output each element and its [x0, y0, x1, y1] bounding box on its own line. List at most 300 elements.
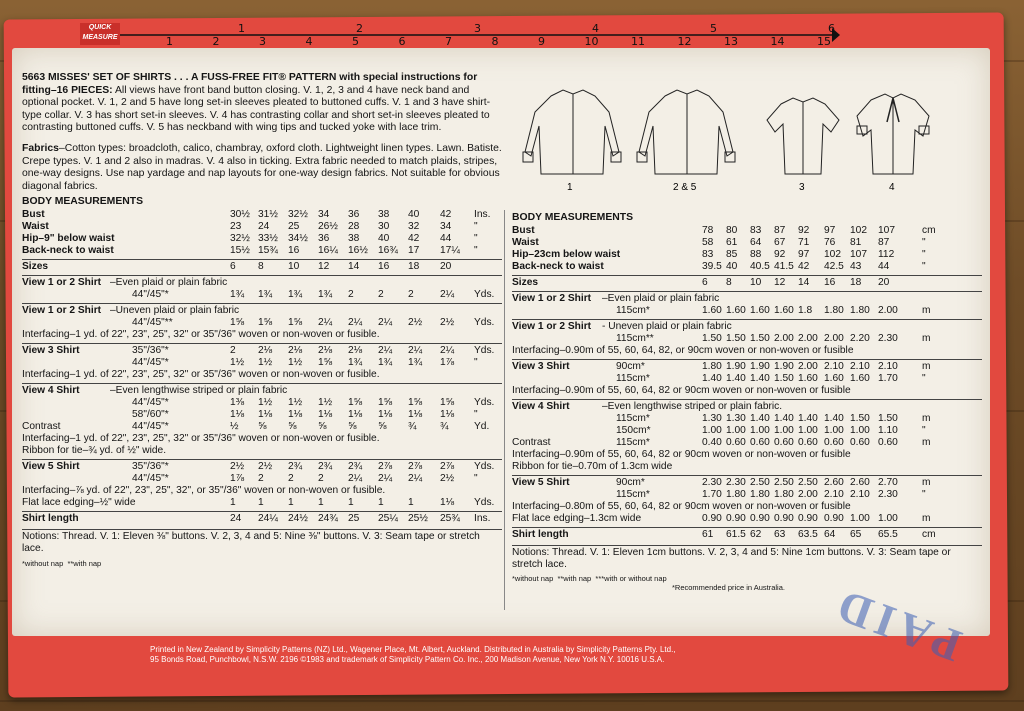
value-cell: 1⅞	[230, 472, 245, 484]
table-divider	[22, 511, 502, 512]
ruler-cm-tick: 15	[817, 35, 831, 48]
value-cell: 1.80	[774, 488, 794, 500]
unit-cell: m	[922, 436, 931, 448]
fabric-width: 90cm*	[616, 476, 645, 488]
value-cell: 0.60	[798, 436, 818, 448]
quick-measure-line2: MEASURE	[82, 34, 118, 41]
value-cell: 1⅝	[230, 316, 245, 328]
value-cell: 1.60	[702, 304, 722, 316]
value-cell: 23	[230, 220, 242, 232]
value-cell: 71	[798, 236, 810, 248]
metric-notions-text: Notions: Thread. V. 1: Eleven 1cm buttons. V. 2, 3, 4 and 5: Nine 1cm buttons. V. 3: Seam tape or stretch lace.	[512, 546, 951, 571]
value-cell: 14	[348, 260, 360, 272]
value-cell: 1⅛	[288, 408, 303, 420]
value-cell: 2⅛	[288, 344, 303, 356]
fabrics-paragraph	[22, 143, 502, 193]
value-cell: 1.60	[798, 372, 818, 384]
value-cell: 1.00	[850, 424, 870, 436]
view-1-2-even-yardage	[22, 289, 502, 301]
unit-cell: Ins.	[474, 512, 491, 524]
pattern-title: 5663 MISSES' SET OF SHIRTS . . . A FUSS-FREE FIT® PATTERN with special instructions for fitting–16 PIECES:	[22, 72, 478, 96]
body-measurement-row	[512, 261, 982, 273]
unit-cell: m	[922, 360, 931, 372]
value-cell: 2.00	[824, 332, 844, 344]
ruler-cm-tick: 12	[677, 35, 692, 48]
unit-cell: "	[922, 260, 926, 272]
value-cell: 64	[824, 528, 836, 540]
ruler-cm-tick: 10	[584, 35, 599, 48]
row-label: View 1 or 2 Shirt	[512, 320, 592, 332]
table-divider	[22, 303, 502, 304]
value-cell: ½	[230, 420, 239, 432]
value-cell: 1⅛	[348, 408, 363, 420]
fabric-width: 115cm*	[616, 488, 650, 500]
value-cell: 2.30	[878, 332, 898, 344]
value-cell: 2⅞	[378, 460, 393, 472]
value-cell: 40.5	[750, 260, 770, 272]
value-cell: 2.70	[878, 476, 898, 488]
value-cell: 1½	[258, 396, 273, 408]
interfacing-row	[512, 501, 982, 513]
value-cell: 78	[702, 224, 714, 236]
fabric-width: 115cm*	[616, 436, 650, 448]
view-4-row-1	[22, 397, 502, 409]
interfacing-row	[22, 329, 502, 341]
body-measurement-row	[22, 233, 502, 245]
view-1-2-even-row	[512, 293, 982, 305]
row-label: Shirt length	[512, 528, 569, 540]
unit-cell: Yds.	[474, 460, 495, 472]
value-cell: 2.10	[824, 360, 844, 372]
contrast-row	[22, 421, 502, 433]
table-divider	[22, 383, 502, 384]
value-cell: 1⅜	[230, 396, 245, 408]
table-divider	[512, 399, 982, 400]
value-cell: 2¾	[348, 460, 363, 472]
fabrics-label: Fabrics	[22, 142, 59, 154]
table-divider	[512, 359, 982, 360]
ruler-inch-tick: 4	[592, 22, 599, 35]
ruler-cm-tick: 6	[398, 35, 406, 48]
value-cell: 107	[878, 224, 895, 236]
value-cell: 2	[258, 472, 264, 484]
unit-cell: cm	[922, 528, 936, 540]
value-cell: 2.50	[750, 476, 770, 488]
fabric-width: 44"/45"*	[132, 472, 169, 484]
row-text: Ribbon for tie–0.70m of 1.3cm wide	[512, 460, 673, 472]
table-divider	[22, 343, 502, 344]
unit-cell: m	[922, 332, 931, 344]
value-cell: 0.90	[726, 512, 746, 524]
value-cell: 30½	[230, 208, 250, 220]
ruler-cm-tick: 1	[166, 35, 173, 48]
value-cell: 24¾	[318, 512, 338, 524]
ribbon-row	[512, 461, 982, 473]
value-cell: 28	[348, 220, 360, 232]
value-cell: 8	[726, 276, 732, 288]
value-cell: 2½	[440, 316, 455, 328]
value-cell: 1.60	[726, 304, 746, 316]
quick-measure-label	[80, 23, 120, 45]
ruler-inch-tick: 3	[474, 22, 481, 35]
quick-measure-ruler	[120, 22, 840, 48]
row-label: Shirt length	[22, 512, 79, 524]
fabric-width: 58"/60"*	[132, 408, 169, 420]
view-3-row-1	[512, 361, 982, 373]
fabric-width: 44"/45"*	[132, 356, 169, 368]
shirt-illustrations	[515, 82, 955, 202]
value-cell: 67	[774, 236, 786, 248]
imperial-column	[22, 72, 502, 568]
value-cell: 15¾	[258, 244, 278, 256]
value-cell: 1⅛	[230, 408, 245, 420]
value-cell: 1.80	[702, 360, 722, 372]
value-cell: 83	[702, 248, 714, 260]
value-cell: 16	[288, 244, 300, 256]
value-cell: 15½	[230, 244, 250, 256]
value-cell: 2⅞	[440, 460, 455, 472]
value-cell: 1¾	[378, 356, 393, 368]
value-cell: 2	[318, 472, 324, 484]
value-cell: 92	[798, 224, 810, 236]
fabric-width: 35"/36"*	[132, 344, 169, 356]
row-label: View 3 Shirt	[512, 360, 570, 372]
unit-cell: cm	[922, 224, 936, 236]
ruler-cm-tick: 8	[491, 35, 499, 48]
shirt-length-row	[22, 513, 502, 527]
value-cell: ⅝	[318, 420, 327, 432]
body-measurement-row	[22, 209, 502, 221]
unit-cell: Ins.	[474, 208, 491, 220]
value-cell: 14	[798, 276, 810, 288]
fabric-width: 115cm**	[616, 332, 654, 344]
fabric-width: 44"/45"*	[132, 420, 169, 432]
ruler-cm-tick: 2	[212, 35, 220, 48]
value-cell: 1	[258, 496, 264, 508]
value-cell: 24	[230, 512, 242, 524]
value-cell: 2¼	[408, 344, 423, 356]
value-cell: 0.90	[702, 512, 722, 524]
value-cell: 2¼	[440, 288, 455, 300]
value-cell: 2.00	[798, 360, 818, 372]
unit-cell: Yd.	[474, 420, 490, 432]
value-cell: 2⅞	[408, 460, 423, 472]
unit-cell: Yds.	[474, 496, 495, 508]
value-cell: 0.90	[824, 512, 844, 524]
value-cell: 2½	[440, 472, 455, 484]
value-cell: 39.5	[702, 260, 722, 272]
body-measurement-row	[22, 245, 502, 257]
value-cell: 58	[702, 236, 714, 248]
value-cell: 1.00	[774, 424, 794, 436]
value-cell: 1.60	[824, 372, 844, 384]
value-cell: 2.00	[798, 488, 818, 500]
row-label: View 1 or 2 Shirt	[512, 292, 592, 304]
row-label: Hip–23cm below waist	[512, 248, 621, 260]
sizes-row	[512, 277, 982, 289]
table-divider	[512, 475, 982, 476]
value-cell: 6	[230, 260, 236, 272]
fabric-width: 115cm*	[616, 412, 650, 424]
value-cell: 2.10	[850, 360, 870, 372]
ruler-cm-tick: 14	[770, 35, 785, 48]
value-cell: 2¾	[288, 460, 303, 472]
interfacing-row	[512, 449, 982, 461]
interfacing-row	[512, 345, 982, 357]
value-cell: 65	[850, 528, 862, 540]
value-cell: 2	[348, 288, 354, 300]
value-cell: 76	[824, 236, 836, 248]
value-cell: 0.60	[774, 436, 794, 448]
value-cell: 1.70	[702, 488, 722, 500]
sizes-row	[22, 261, 502, 273]
view-1-2-uneven-row	[512, 321, 982, 333]
value-cell: 1⅝	[408, 396, 423, 408]
value-cell: 0.90	[798, 512, 818, 524]
value-cell: 81	[850, 236, 862, 248]
row-label: Bust	[22, 208, 45, 220]
value-cell: 38	[348, 232, 360, 244]
value-cell: 20	[440, 260, 452, 272]
value-cell: 65.5	[878, 528, 898, 540]
value-cell: 2.50	[774, 476, 794, 488]
value-cell: 43	[850, 260, 862, 272]
row-label: View 5 Shirt	[22, 460, 80, 472]
value-cell: 2	[378, 288, 384, 300]
value-cell: 1.40	[726, 372, 746, 384]
unit-cell: "	[474, 244, 478, 256]
view-4-row-2	[22, 409, 502, 421]
value-cell: 97	[824, 224, 836, 236]
value-cell: 1.00	[702, 424, 722, 436]
figure-label-1: 1	[567, 182, 573, 193]
value-cell: 8	[258, 260, 264, 272]
recommended-price-note: *Recommended price in Australia.	[672, 582, 785, 592]
value-cell: 1	[318, 496, 324, 508]
value-cell: 44	[878, 260, 890, 272]
value-cell: 87	[774, 224, 786, 236]
ruler-cm-tick: 4	[305, 35, 313, 48]
unit-cell: m	[922, 304, 931, 316]
value-cell: 2.00	[878, 304, 898, 316]
view-3-row-2	[22, 357, 502, 369]
quick-measure-line1: QUICK	[88, 24, 112, 31]
view-3-row-1	[22, 345, 502, 357]
value-cell: 1⅝	[378, 396, 393, 408]
value-cell: 87	[878, 236, 890, 248]
value-cell: 2⅛	[318, 344, 333, 356]
value-cell: 2.30	[726, 476, 746, 488]
value-cell: 62	[750, 528, 762, 540]
ruler-inch-tick: 6	[828, 22, 835, 35]
value-cell: 1	[408, 496, 414, 508]
shirt-view-3-drawing	[767, 98, 839, 174]
footnote-without-nap: *without nap	[22, 558, 64, 568]
value-cell: 42.5	[824, 260, 844, 272]
ruler-cm-tick: 9	[538, 35, 545, 48]
value-cell: 1⅛	[440, 496, 455, 508]
value-cell: 1⅛	[258, 408, 273, 420]
value-cell: 16¾	[378, 244, 398, 256]
view-4-row	[512, 401, 982, 413]
value-cell: ¾	[440, 420, 449, 432]
unit-cell: "	[474, 408, 478, 420]
value-cell: 32	[408, 220, 420, 232]
fabric-width: 35"/36"*	[132, 460, 169, 472]
value-cell: 102	[850, 224, 867, 236]
value-cell: ⅝	[348, 420, 357, 432]
flat-lace-row	[22, 497, 502, 509]
value-cell: 2½	[230, 460, 245, 472]
footnote-with-nap: **with nap	[67, 558, 102, 568]
value-cell: 2.50	[798, 476, 818, 488]
fabric-width: 150cm*	[616, 424, 651, 436]
value-cell: 1⅝	[318, 356, 333, 368]
value-cell: 1.40	[750, 412, 770, 424]
value-cell: 1¾	[318, 288, 333, 300]
value-cell: ¾	[408, 420, 417, 432]
value-cell: 1⅝	[258, 316, 273, 328]
value-cell: 1	[348, 496, 354, 508]
value-cell: 1.40	[750, 372, 770, 384]
value-cell: 10	[288, 260, 300, 272]
value-cell: 1¾	[348, 356, 363, 368]
value-cell: 1.80	[726, 488, 746, 500]
value-cell: 97	[798, 248, 810, 260]
figure-label-2-5: 2 & 5	[673, 182, 697, 193]
view-5-row-1	[22, 461, 502, 473]
value-cell: 112	[878, 248, 895, 260]
column-divider	[504, 210, 505, 610]
value-cell: 1.00	[750, 424, 770, 436]
value-cell: 61.5	[726, 528, 746, 540]
value-cell: 2¼	[318, 316, 333, 328]
fabric-width: 44"/45"*	[132, 396, 169, 408]
value-cell: 1.00	[726, 424, 746, 436]
value-cell: 1.50	[774, 372, 794, 384]
value-cell: 31½	[258, 208, 278, 220]
value-cell: 1⅛	[378, 408, 393, 420]
row-label: Back-neck to waist	[512, 260, 604, 272]
value-cell: 107	[850, 248, 867, 260]
row-text: Interfacing–⅞ yd. of 22", 23", 25", 32", or 35"/36" woven or non-woven or fusible.	[22, 484, 386, 496]
table-divider	[512, 275, 982, 276]
view-1-2-even-row	[22, 277, 502, 289]
interfacing-row	[22, 433, 502, 445]
row-label: Hip–9" below waist	[22, 232, 115, 244]
value-cell: 25¾	[440, 512, 460, 524]
metric-body-measurements-title: BODY MEASUREMENTS	[512, 212, 634, 223]
row-text: Interfacing–1 yd. of 22", 23", 25", 32" or 35"/36" woven or non-woven or fusible.	[22, 368, 380, 380]
value-cell: 2.30	[878, 488, 898, 500]
value-cell: 16	[378, 260, 390, 272]
table-divider	[22, 529, 502, 530]
value-cell: 1½	[258, 356, 273, 368]
notions-text: Notions: Thread. V. 1: Eleven ⅜" buttons. V. 2, 3, 4 and 5: Nine ⅜" buttons. V. 3: Seam tape or stretch lace.	[22, 530, 480, 555]
row-text: Interfacing–0.80m of 55, 60, 64, 82 or 90cm woven or non-woven or fusible	[512, 500, 851, 512]
value-cell: ⅝	[288, 420, 297, 432]
value-cell: 0.90	[750, 512, 770, 524]
row-label: Contrast	[512, 436, 551, 448]
value-cell: 1¾	[258, 288, 273, 300]
unit-cell: m	[922, 412, 931, 424]
view-5-row-2	[512, 489, 982, 501]
fabric-width: 44"/45"*	[132, 288, 169, 300]
value-cell: 61	[702, 528, 714, 540]
value-cell: 2¼	[348, 316, 363, 328]
row-label: View 3 Shirt	[22, 344, 80, 356]
body-measurement-row	[512, 237, 982, 249]
value-cell: 18	[850, 276, 862, 288]
unit-cell: "	[922, 488, 926, 500]
value-cell: 32½	[288, 208, 308, 220]
interfacing-row	[22, 369, 502, 381]
ruler-cm-tick: 5	[352, 35, 359, 48]
row-label: View 4 Shirt	[22, 384, 80, 396]
value-cell: 0.40	[702, 436, 722, 448]
value-cell: 10	[750, 276, 762, 288]
value-cell: 2.30	[702, 476, 722, 488]
row-text: Interfacing–0.90m of 55, 60, 64, 82 or 90cm woven or non-woven or fusible	[512, 384, 851, 396]
view-3-row-2	[512, 373, 982, 385]
value-cell: 1.80	[750, 488, 770, 500]
table-divider	[512, 291, 982, 292]
value-cell: 63	[774, 528, 786, 540]
value-cell: 0.60	[878, 436, 898, 448]
row-text: Interfacing–1 yd. of 22", 23", 25", 32" or 35"/36" woven or non-woven or fusible.	[22, 328, 380, 340]
metric-footnote-with-nap: **with nap	[557, 573, 592, 583]
value-cell: 1.00	[878, 512, 898, 524]
value-cell: 12	[774, 276, 786, 288]
view-1-2-uneven-yardage	[512, 333, 982, 345]
fabric-width: 44"/45"**	[132, 316, 173, 328]
value-cell: 64	[750, 236, 762, 248]
value-cell: 2.10	[850, 488, 870, 500]
row-label: Sizes	[22, 260, 49, 272]
footer-line-2: 95 Bonds Road, Punchbowl, N.S.W. 2196 ©1983 and trademark of Simplicity Pattern Co. Inc., 200 Madison Avenue, New York N.Y. 10016 U.S.A.	[150, 655, 665, 664]
ruler-cm-tick: 11	[631, 35, 645, 48]
value-cell: 2½	[408, 316, 423, 328]
value-cell: 1	[288, 496, 294, 508]
body-measurement-row	[22, 221, 502, 233]
unit-cell: "	[922, 236, 926, 248]
value-cell: 2.00	[798, 332, 818, 344]
row-text: –Even lengthwise striped or plain fabric	[110, 384, 288, 396]
row-text: - Uneven plaid or plain fabric	[602, 320, 732, 332]
view-4-row-2	[512, 425, 982, 437]
value-cell: 2.00	[774, 332, 794, 344]
value-cell: 1¾	[408, 356, 423, 368]
value-cell: 1.90	[750, 360, 770, 372]
value-cell: 32½	[230, 232, 250, 244]
interfacing-row	[512, 385, 982, 397]
value-cell: 1.40	[774, 412, 794, 424]
value-cell: 25½	[408, 512, 428, 524]
value-cell: 0.60	[750, 436, 770, 448]
value-cell: 1.70	[878, 372, 898, 384]
paid-stamp: PAID	[825, 578, 968, 672]
unit-cell: m	[922, 512, 931, 524]
unit-cell: Yds.	[474, 288, 495, 300]
view-4-row-1	[512, 413, 982, 425]
value-cell: ⅝	[258, 420, 267, 432]
view-1-2-uneven-yardage	[22, 317, 502, 329]
unit-cell: "	[474, 232, 478, 244]
table-divider	[512, 319, 982, 320]
unit-cell: "	[922, 248, 926, 260]
value-cell: 16½	[348, 244, 368, 256]
view-5-row-1	[512, 477, 982, 489]
